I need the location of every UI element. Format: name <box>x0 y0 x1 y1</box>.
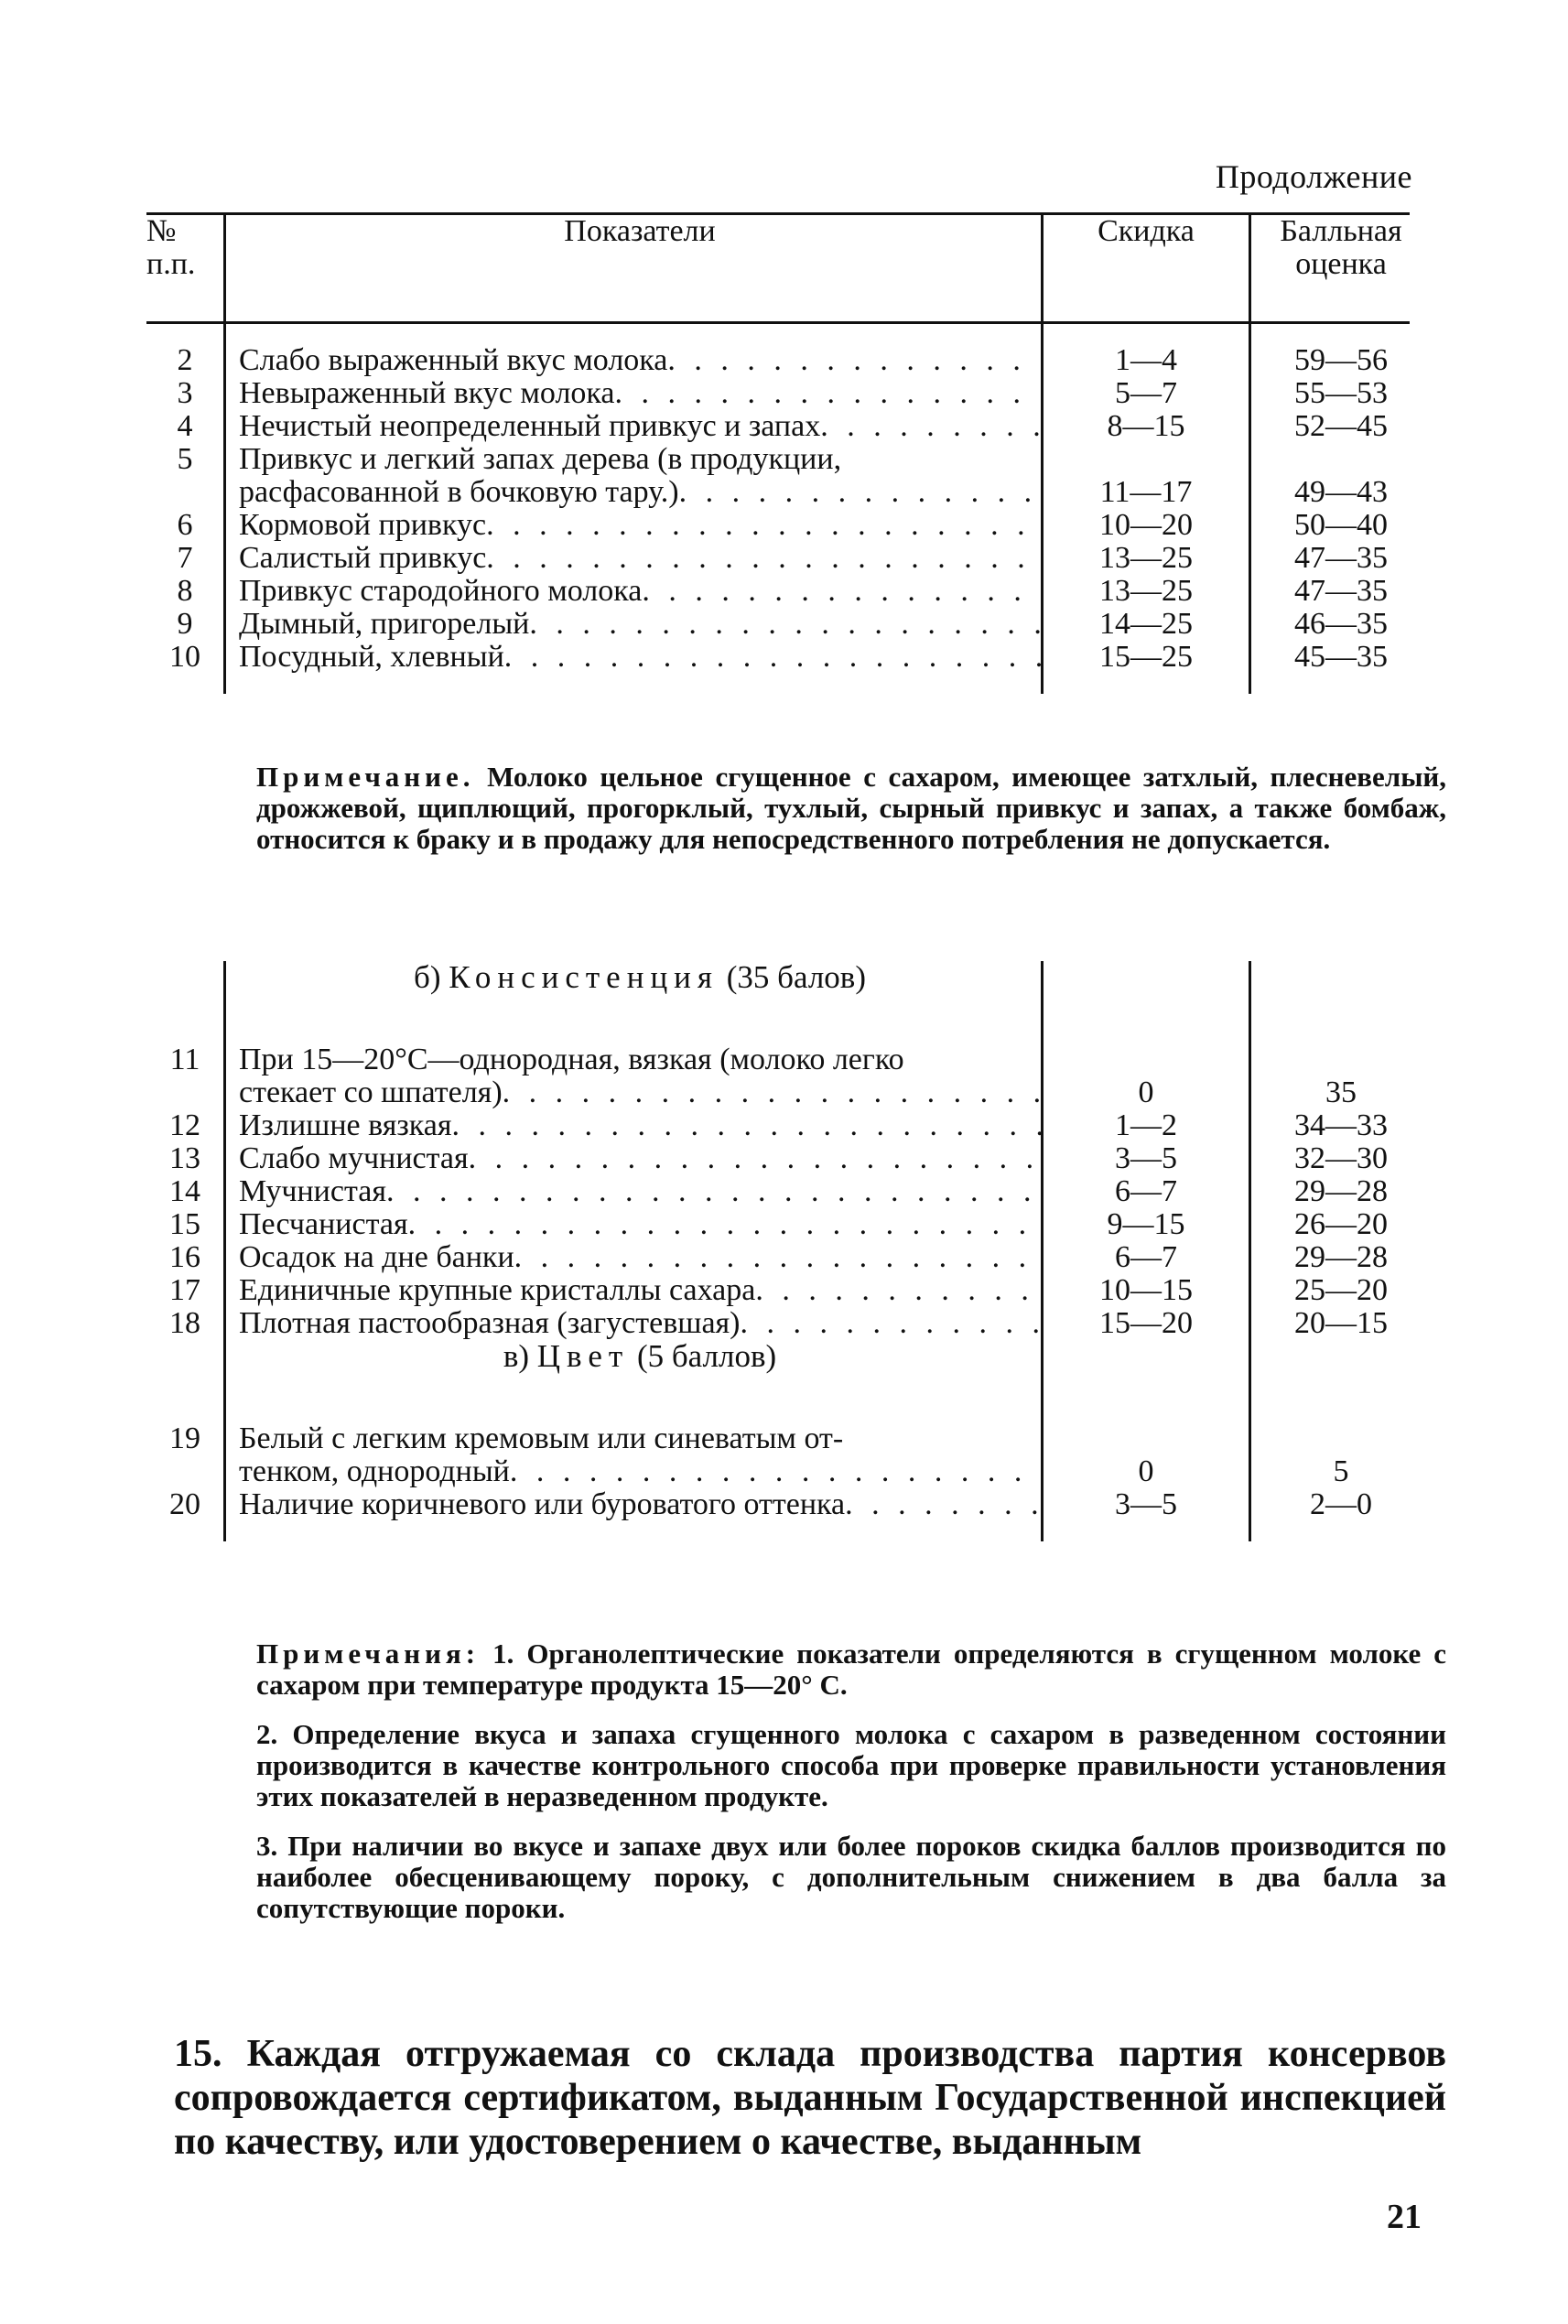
row-indicator: Посудный, хлевный . . . <box>225 641 1043 674</box>
row-number: 19 <box>169 1421 200 1455</box>
row-number: 14 <box>169 1174 200 1208</box>
note-label: Примечание. <box>256 761 475 793</box>
row-indicator: Плотная пастообразная (загустевшая) . . . <box>225 1307 1043 1340</box>
row-score: 34—33 <box>1294 1108 1388 1142</box>
color-row <box>146 1455 1431 1488</box>
taste-row <box>146 608 1431 641</box>
row-score: 46—35 <box>1294 607 1388 641</box>
color-row <box>146 1422 1431 1455</box>
row-number: 20 <box>169 1487 200 1521</box>
paragraph-15: 15. Каждая отгружаемая со склада производства партия консервов сопровождается сертификатом, выданным Государственной инспекцией по качеству, или удостоверением о качестве, выданным <box>174 2033 1446 2163</box>
consistency-row <box>146 1241 1431 1274</box>
row-score: 49—43 <box>1294 475 1388 509</box>
consistency-row <box>146 1307 1431 1340</box>
taste-row <box>146 410 1431 443</box>
row-number: 5 <box>177 442 193 476</box>
leader-dots <box>386 1175 1041 1208</box>
row-discount: 9—15 <box>1043 1208 1250 1241</box>
row-discount <box>1043 443 1250 476</box>
taste-row <box>146 575 1431 608</box>
row-score: 26—20 <box>1294 1207 1388 1241</box>
leader-dots <box>679 476 1041 509</box>
header-indicator: Показатели <box>225 215 1043 321</box>
row-number: 11 <box>169 1043 200 1076</box>
row-number: 10 <box>169 640 200 674</box>
row-score: 52—45 <box>1294 409 1388 443</box>
row-indicator: Песчанистая . . . <box>225 1208 1043 1241</box>
row-score <box>1250 1043 1432 1076</box>
taste-row <box>146 476 1431 509</box>
row-discount: 11—17 <box>1043 476 1250 509</box>
consistency-row <box>146 1208 1431 1241</box>
row-discount: 3—5 <box>1043 1142 1250 1175</box>
row-indicator: При 15—20°С—однородная, вязкая (молоко легко <box>225 1043 1043 1076</box>
row-indicator: Привкус стародойного молока . . . <box>225 575 1043 608</box>
row-discount: 6—7 <box>1043 1175 1250 1208</box>
leader-dots <box>504 641 1041 674</box>
taste-row <box>146 377 1431 410</box>
header-discount: Скидка <box>1043 215 1250 321</box>
row-number <box>146 1455 225 1488</box>
row-indicator: Нечистый неопределенный привкус и запах . . . <box>225 410 1043 443</box>
row-score: 25—20 <box>1294 1273 1388 1307</box>
row-score: 29—28 <box>1294 1174 1388 1208</box>
row-number: 8 <box>177 574 193 608</box>
row-score: 47—35 <box>1294 541 1388 575</box>
row-number: 15 <box>169 1207 200 1241</box>
row-number: 17 <box>169 1273 200 1307</box>
note-item-1: 1. Органолептические показатели определяются в сгущенном молоке с сахаром при температуре продукта 15—20° С. <box>256 1638 1446 1701</box>
row-discount: 14—25 <box>1043 608 1250 641</box>
consistency-row <box>146 1109 1431 1142</box>
row-score: 35 <box>1325 1076 1357 1109</box>
leader-dots <box>615 377 1041 410</box>
row-indicator: Слабо выраженный вкус молока . . . <box>225 344 1043 377</box>
row-number: 16 <box>169 1240 200 1274</box>
row-indicator: тенком, однородный . . . <box>225 1455 1043 1488</box>
row-indicator: стекает со шпателя) . . . <box>225 1076 1043 1109</box>
color-row <box>146 1488 1431 1521</box>
row-discount: 13—25 <box>1043 542 1250 575</box>
page-number: 21 <box>1387 2198 1422 2236</box>
row-indicator: Осадок на дне банки . . . <box>225 1241 1043 1274</box>
row-discount: 5—7 <box>1043 377 1250 410</box>
row-score: 2—0 <box>1310 1487 1372 1521</box>
row-number <box>146 1076 225 1109</box>
row-discount: 10—20 <box>1043 509 1250 542</box>
leader-dots <box>845 1488 1041 1521</box>
leader-dots <box>452 1109 1041 1142</box>
row-indicator: Невыраженный вкус молока . . . <box>225 377 1043 410</box>
leader-dots <box>486 542 1041 575</box>
row-discount: 0 <box>1043 1455 1250 1488</box>
row-indicator: Белый с легким кремовым или синеватым от- <box>225 1422 1043 1455</box>
row-indicator: Привкус и легкий запах дерева (в продукции, <box>225 443 1043 476</box>
header-score: Балльная оценка <box>1280 214 1402 281</box>
leader-dots <box>469 1142 1041 1175</box>
row-discount: 10—15 <box>1043 1274 1250 1307</box>
table-header <box>146 215 1431 321</box>
taste-row <box>146 344 1431 377</box>
consistency-color-rows <box>146 961 1431 1541</box>
leader-dots <box>741 1307 1041 1340</box>
row-score: 50—40 <box>1294 508 1388 542</box>
consistency-row <box>146 1142 1431 1175</box>
row-discount: 6—7 <box>1043 1241 1250 1274</box>
leader-dots <box>408 1208 1041 1241</box>
leader-dots <box>667 344 1041 377</box>
row-number: 3 <box>177 376 193 410</box>
notes-label: Примечания: <box>256 1638 481 1670</box>
row-indicator: Кормовой привкус . . . <box>225 509 1043 542</box>
row-indicator: Дымный, пригорелый . . . <box>225 608 1043 641</box>
leader-dots <box>642 575 1041 608</box>
row-discount: 0 <box>1043 1076 1250 1109</box>
row-score: 32—30 <box>1294 1141 1388 1175</box>
row-score: 47—35 <box>1294 574 1388 608</box>
row-discount: 15—25 <box>1043 641 1250 674</box>
notes-block <box>256 1638 1446 1924</box>
leader-dots <box>486 509 1041 542</box>
row-number: 9 <box>177 607 193 641</box>
leader-dots <box>510 1455 1041 1488</box>
row-discount: 1—2 <box>1043 1109 1250 1142</box>
row-discount: 15—20 <box>1043 1307 1250 1340</box>
consistency-row <box>146 1076 1431 1109</box>
leader-dots <box>514 1241 1041 1274</box>
row-indicator: Мучнистая . . . <box>225 1175 1043 1208</box>
leader-dots <box>503 1076 1041 1109</box>
row-discount: 3—5 <box>1043 1488 1250 1521</box>
consistency-row <box>146 1274 1431 1307</box>
row-score <box>1250 1422 1432 1455</box>
row-indicator: Слабо мучнистая . . . <box>225 1142 1043 1175</box>
row-number <box>146 476 225 509</box>
row-score: 5 <box>1333 1454 1349 1488</box>
row-discount: 1—4 <box>1043 344 1250 377</box>
row-number: 2 <box>177 343 193 377</box>
row-score: 45—35 <box>1294 640 1388 674</box>
row-score: 59—56 <box>1294 343 1388 377</box>
continuation-label: Продолжение <box>1215 158 1412 195</box>
taste-row <box>146 542 1431 575</box>
row-discount: 13—25 <box>1043 575 1250 608</box>
leader-dots <box>529 608 1041 641</box>
row-number: 7 <box>177 541 193 575</box>
row-indicator: Наличие коричневого или буроватого оттенка . . . <box>225 1488 1043 1521</box>
row-number: 13 <box>169 1141 200 1175</box>
header-number: № п.п. <box>146 214 196 281</box>
section-color-title: в) Цвет (5 баллов) <box>225 1340 1043 1422</box>
row-indicator: Салистый привкус . . . <box>225 542 1043 575</box>
row-indicator: Излишне вязкая . . . <box>225 1109 1043 1142</box>
taste-rows <box>146 324 1431 694</box>
row-number: 12 <box>169 1108 200 1142</box>
note-spoilage <box>256 762 1446 855</box>
consistency-row <box>146 1175 1431 1208</box>
note-text: Молоко цельное сгущенное с сахаром, имеющее затхлый, плесневелый, дрожжевой, щиплющий, прогорклый, тухлый, сырный привкус и запах, а также бомбаж, относится к браку и в продажу для непосредственного потребления не допускается. <box>256 761 1447 855</box>
row-score: 20—15 <box>1294 1306 1388 1340</box>
taste-row <box>146 641 1431 674</box>
indicators-table-top <box>146 212 1410 694</box>
row-number: 18 <box>169 1306 200 1340</box>
taste-row <box>146 509 1431 542</box>
leader-dots <box>755 1274 1041 1307</box>
note-item-3: 3. При наличии во вкусе и запахе двух или более пороков скидка баллов производится по наиболее обесценивающему пороку, с дополнительным снижением в два балла за сопутствующие пороки. <box>256 1830 1446 1924</box>
row-number: 4 <box>177 409 193 443</box>
note-item-2: 2. Определение вкуса и запаха сгущенного молока с сахаром в разведенном состоянии производится в качестве контрольного способа при проверке правильности установления этих показателей в неразведенном продукте. <box>256 1718 1446 1812</box>
row-number: 6 <box>177 508 193 542</box>
row-discount <box>1043 1422 1250 1455</box>
taste-row <box>146 443 1431 476</box>
leader-dots <box>820 410 1041 443</box>
row-discount: 8—15 <box>1043 410 1250 443</box>
row-indicator: расфасованной в бочковую тару.) . . . <box>225 476 1043 509</box>
section-consistency-title: б) Консистенция (35 балов) <box>225 961 1043 1043</box>
consistency-row <box>146 1043 1431 1076</box>
indicators-table-bottom <box>146 961 1410 1541</box>
row-indicator: Единичные крупные кристаллы сахара . . . <box>225 1274 1043 1307</box>
row-score: 29—28 <box>1294 1240 1388 1274</box>
row-score <box>1250 443 1432 476</box>
row-discount <box>1043 1043 1250 1076</box>
row-score: 55—53 <box>1294 376 1388 410</box>
